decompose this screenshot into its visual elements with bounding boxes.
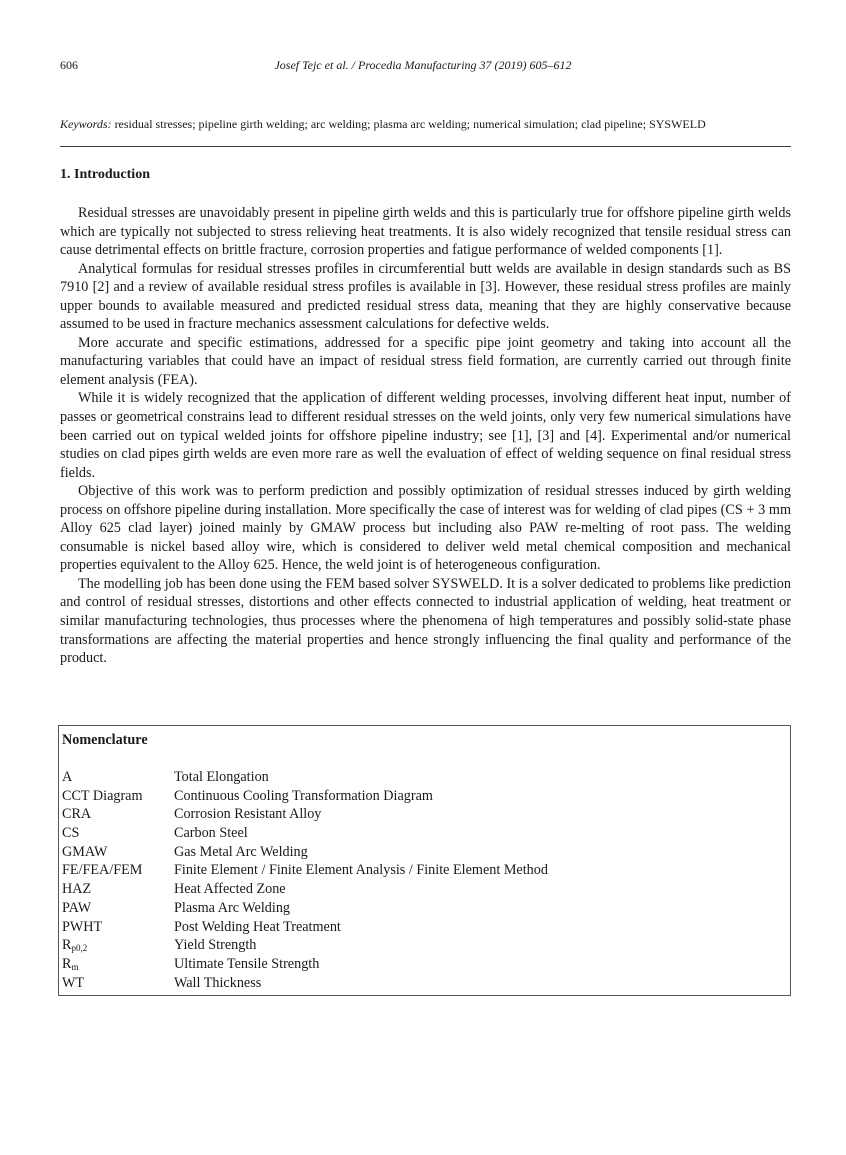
nomenclature-definition: Ultimate Tensile Strength (174, 955, 320, 972)
paragraph: More accurate and specific estimations, addressed for a specific pipe joint geometry and taking into account all the manufacturing variables that could have an impact of residual stress field formation, are currently carried out through finite element analysis (FEA). (60, 334, 791, 388)
nomenclature-definition: Post Welding Heat Treatment (174, 918, 341, 935)
section-heading: 1. Introduction (60, 167, 150, 182)
introduction-body (60, 204, 791, 668)
nomenclature-abbr: FE/FEA/FEM (62, 862, 143, 879)
nomenclature-entry (62, 824, 548, 843)
nomenclature-definition: Continuous Cooling Transformation Diagram (174, 787, 433, 804)
nomenclature-abbr: WT (62, 974, 85, 991)
nomenclature-abbr: CCT Diagram (62, 787, 143, 804)
nomenclature-entry (62, 805, 548, 824)
nomenclature-definition: Corrosion Resistant Alloy (174, 806, 322, 823)
nomenclature-abbr: PAW (62, 899, 92, 916)
nomenclature-entry (62, 880, 548, 899)
nomenclature-abbr: $R_{p0,2}$ (62, 937, 88, 954)
nomenclature-entry (62, 974, 548, 993)
horizontal-rule (60, 146, 791, 147)
nomenclature-definition: Heat Affected Zone (174, 881, 286, 898)
nomenclature-entry (62, 936, 548, 955)
nomenclature-definition: Yield Strength (174, 937, 257, 954)
nomenclature-definition: Finite Element / Finite Element Analysis / Finite Element Method (174, 862, 548, 879)
nomenclature-definition: Total Elongation (174, 769, 269, 785)
nomenclature-entry (62, 787, 548, 806)
nomenclature-entry (62, 768, 548, 787)
keywords-label: Keywords: (60, 117, 112, 131)
nomenclature-entry (62, 955, 548, 974)
nomenclature-abbr: PWHT (62, 918, 103, 935)
nomenclature-entry (62, 861, 548, 880)
paragraph: Objective of this work was to perform prediction and possibly optimization of residual stresses induced by girth welding process on offshore pipeline during installation. More specifically the case of interest was for welding of clad pipes (CS + 3 mm Alloy 625 clad layer) joined mainly by GMAW process but including also PAW re-melting of root pass. The welding consumable is nickel based alloy wire, which is considered to deliver weld metal chemical composition and mechanical properties equivalent to the Alloy 625. Hence, the weld joint is of heterogeneous configuration. (60, 483, 791, 574)
paragraph: Residual stresses are unavoidably present in pipeline girth welds and this is particularly true for offshore pipeline girth welds which are typically not subjected to stress relieving heat treatments. It is also widely recognized that tensile residual stress can cause detrimental effects on brittle fracture, corrosion properties and fatigue performance of welded components [1]. (60, 205, 791, 259)
keywords-text: residual stresses; pipeline girth welding; arc welding; plasma arc welding; numerical simulation; clad pipeline; SYSWELD (111, 117, 706, 131)
paragraph: Analytical formulas for residual stresses profiles in circumferential butt welds are available in design standards such as BS 7910 [2] and a review of available residual stress profiles is available in [3]. However, these residual stress profiles are mainly upper bounds to available measured and predicted residual stress data, meaning that they are highly conservative because assumed to be used in fracture mechanics assessment calculations for defective welds. (60, 260, 791, 333)
nomenclature-entry (62, 843, 548, 862)
keywords-line (60, 117, 706, 131)
paragraph: While it is widely recognized that the application of different welding processes, involving different heat input, number of passes or geometrical constrains lead to different residual stresses on the weld joints, only very few numerical simulations have been carried out on typical welded joints for offshore pipeline industry; see [1], [3] and [4]. Experimental and/or numerical studies on clad pipes girth welds are even more rare as well the evaluation of effect of welding sequence on final residual stress fields. (60, 390, 791, 481)
nomenclature-abbr: CRA (62, 806, 92, 823)
nomenclature-abbr: CS (62, 825, 80, 842)
running-head: Josef Tejc et al. / Procedia Manufacturing 37 (2019) 605–612 (274, 58, 572, 72)
nomenclature-list (62, 768, 548, 992)
nomenclature-entry (62, 899, 548, 918)
nomenclature-abbr: A (62, 769, 73, 785)
nomenclature-definition: Wall Thickness (174, 974, 262, 991)
nomenclature-definition: Gas Metal Arc Welding (174, 843, 308, 860)
nomenclature-definition: Plasma Arc Welding (174, 899, 291, 916)
paragraph: The modelling job has been done using the FEM based solver SYSWELD. It is a solver dedicated to problems like prediction and control of residual stresses, distortions and other effects connected to industrial application of welding, heat treatment or similar manufacturing technologies, thus processes where the phenomena of high temperatures and possibly solid-state phase transformations are affecting the material properties and hence strongly influencing the final quality and performance of the product. (60, 575, 791, 667)
nomenclature-abbr: GMAW (62, 843, 108, 860)
nomenclature-title: Nomenclature (62, 732, 148, 748)
nomenclature-definition: Carbon Steel (174, 825, 248, 842)
nomenclature-abbr: HAZ (62, 881, 92, 898)
nomenclature-entry (62, 918, 548, 937)
nomenclature-abbr: $R_m$ (62, 955, 79, 972)
nomenclature-box (58, 725, 791, 996)
page-number: 606 (60, 58, 78, 72)
